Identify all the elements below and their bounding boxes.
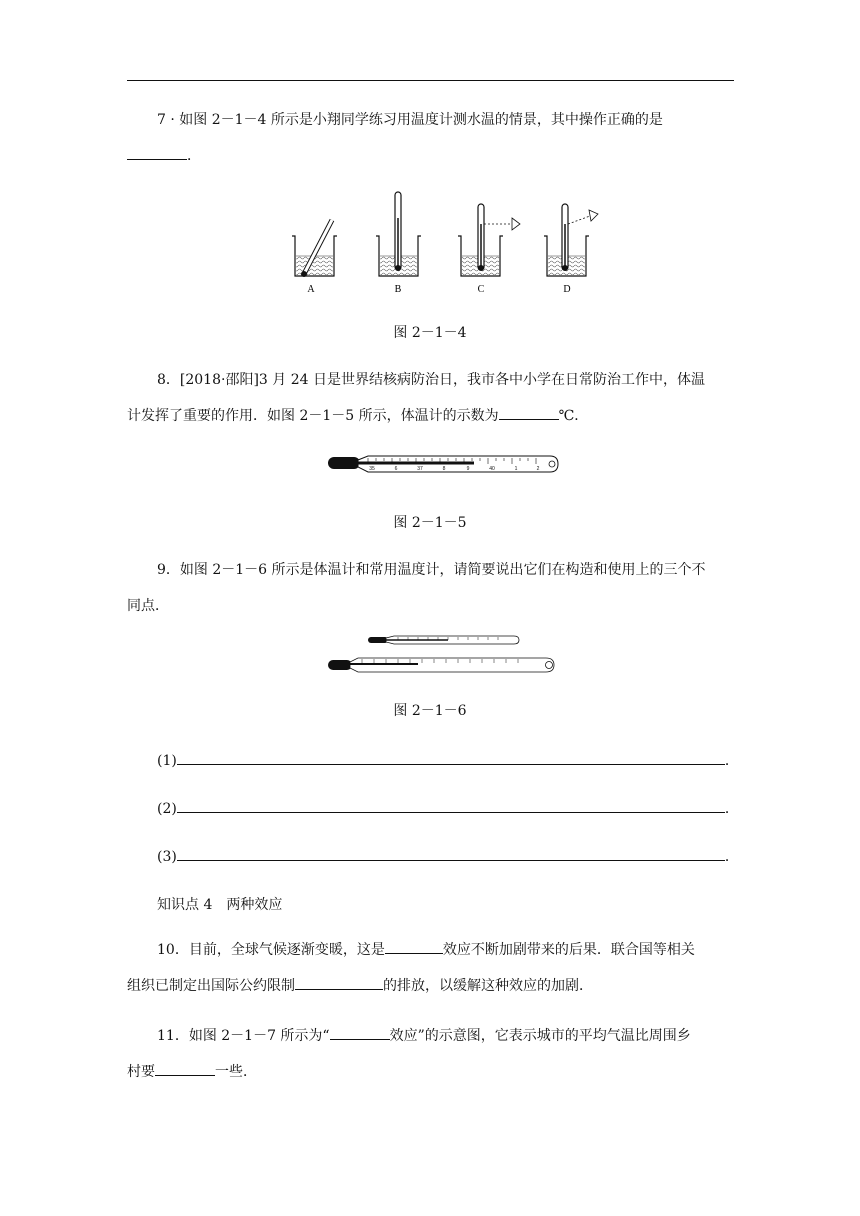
question-8-line1: 8．[2018·邵阳]3 月 24 日是世界结核病防治日，我市各中小学在日常防治工作中，体温 [157, 372, 705, 388]
question-9-line2: 同点． [127, 598, 169, 614]
answer-label: (3) [157, 849, 177, 865]
scale-label: 1 [514, 466, 518, 472]
header-rule [127, 80, 734, 81]
label-a: A [307, 284, 315, 295]
beaker-b [376, 192, 421, 276]
beaker-d [544, 204, 598, 276]
answer-line-2 [157, 798, 739, 818]
answer-underline [177, 750, 725, 765]
scale-label: 2 [536, 466, 540, 472]
question-7-period: ． [187, 148, 201, 164]
beaker-c [458, 204, 520, 276]
question-11-text: 11．如图 2－1－7 所示为“ [157, 1028, 330, 1044]
scale-label: 6 [394, 466, 398, 472]
question-10 [127, 932, 734, 1004]
figure-2-1-5-clinical-thermometer [328, 452, 560, 476]
answer-underline [177, 846, 725, 861]
label-b: B [394, 284, 402, 295]
answer-blank [330, 1025, 390, 1040]
scale-label: 9 [466, 466, 470, 472]
question-10-text: 效应不断加剧带来的后果．联合国等相关 [442, 942, 695, 958]
question-8-line2: 计发挥了重要的作用．如图 2－1－5 所示，体温计的示数为 [127, 408, 499, 424]
question-9-line1: 9．如图 2－1－6 所示是体温计和常用温度计，请简要说出它们在构造和使用上的三个不 [157, 562, 706, 578]
answer-blank [295, 975, 383, 990]
answer-line-1 [157, 750, 739, 770]
question-7-text: 7 · 如图 2－1－4 所示是小翔同学练习用温度计测水温的情景，其中操作正确的是 [157, 112, 663, 128]
label-d: D [563, 284, 571, 295]
answer-end: ． [724, 753, 739, 769]
answer-blank [155, 1061, 215, 1076]
question-7 [127, 102, 734, 174]
question-8 [127, 362, 734, 434]
label-c: C [477, 284, 485, 295]
answer-label: (2) [157, 801, 177, 817]
answer-blank [127, 145, 187, 160]
answer-end: ． [724, 801, 739, 817]
answer-blank [385, 939, 443, 954]
figure-caption-2-1-6: 图 2－1－6 [393, 703, 467, 719]
answer-end: ． [724, 849, 739, 865]
question-8-unit: ℃． [558, 408, 589, 424]
clinical-thermometer [368, 636, 519, 644]
answer-line-3 [157, 846, 739, 866]
question-11-text: 效应”的示意图，它表示城市的平均气温比周围乡 [389, 1028, 691, 1044]
answer-label: (1) [157, 753, 177, 769]
figure-caption-2-1-4: 图 2－1－4 [393, 325, 467, 341]
figure-caption-2-1-5: 图 2－1－5 [393, 515, 467, 531]
question-10-text: 的排放，以缓解这种效应的加剧． [383, 978, 593, 994]
question-11-text: 村要 [127, 1064, 155, 1080]
section-heading: 知识点 4 两种效应 [157, 897, 283, 913]
answer-underline [177, 798, 725, 813]
scale-label: 8 [442, 466, 446, 472]
beaker-a [292, 220, 337, 277]
question-9 [127, 552, 734, 624]
answer-blank [499, 405, 559, 420]
question-10-text: 组织已制定出国际公约限制 [127, 978, 295, 994]
scale-label: 37 [417, 466, 423, 472]
question-10-text: 10．目前，全球气候逐渐变暖，这是 [157, 942, 385, 958]
question-11 [127, 1018, 734, 1090]
scale-label: 40 [489, 466, 495, 472]
scale-label: 35 [369, 466, 375, 472]
figure-2-1-6-thermometers [328, 632, 560, 678]
lab-thermometer [328, 658, 554, 672]
figure-2-1-4 [280, 188, 610, 300]
question-11-text: 一些． [215, 1064, 257, 1080]
